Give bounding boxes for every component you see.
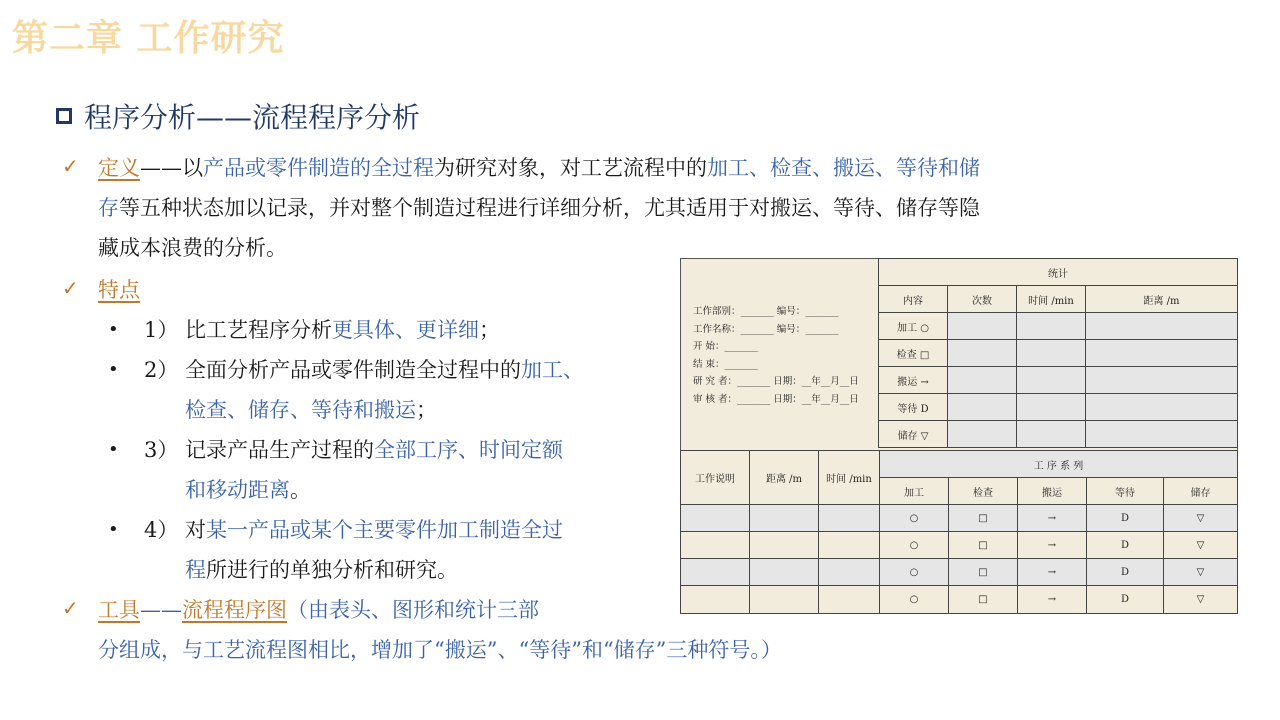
square-bullet-icon: [56, 108, 72, 124]
definition-label: 定义: [98, 156, 140, 180]
features-label: 特点: [98, 278, 140, 302]
section-heading: [56, 96, 420, 136]
process-sequence-table: 工作说明 距离 /m 时间 /min 工 序 系 列 加工 检查 搬运 等待 储存 ○ □ → D ▽ ○ □ → D ▽ ○ □ → D ▽ ○ □ → D ▽: [680, 450, 1238, 614]
sequence-title: 工 序 系 列: [880, 451, 1238, 478]
feature-item-3: 记录产品生产过程的全部工序、时间定额: [185, 438, 563, 462]
bullet-icon: •: [108, 319, 119, 340]
stats-title: 统计: [879, 259, 1238, 286]
tool-name: 流程程序图: [182, 598, 287, 622]
definition-line-3: 藏成本浪费的分析。: [98, 236, 287, 260]
chapter-title: 第二章 工作研究: [12, 18, 285, 59]
section-heading-text: 程序分析——流程程序分析: [84, 101, 421, 134]
definition-line-1: 定义——以产品或零件制造的全过程为研究对象，对工艺流程中的加工、检查、搬运、等待和储: [98, 156, 980, 180]
feature-item-1: 比工艺程序分析更具体、更详细；: [185, 318, 500, 342]
tool-line-2: 分组成，与工艺流程图相比，增加了“搬运”、“等待”和“储存”三种符号。）: [98, 638, 782, 662]
feature-item-4-cont: 程所进行的单独分析和研究。: [185, 558, 458, 582]
definition-line-2: 存等五种状态加以记录，并对整个制造过程进行详细分析，尤其适用于对搬运、等待、储存等隐: [98, 196, 980, 220]
feature-item-4: 对某一产品或某个主要零件加工制造全过: [185, 518, 563, 542]
form-header-info: 工作部别：_______ 编号：_______ 工作名称：_______ 编号：_______ 开 始：_______ 结 束：_______ 研 究 者：_______ 日期：__年__月__日 审 核 者：_______ 日期：__年__月__日: [693, 306, 859, 405]
feature-item-2: 全面分析产品或零件制造全过程中的加工、: [185, 358, 584, 382]
statistics-table: 统计 内容 次数 时间 /min 距离 /m 加工 ○ 检查 □ 搬运 → 等待 D 储存 ▽: [878, 258, 1238, 448]
checkmark-icon: ✓: [62, 154, 79, 178]
checkmark-icon: ✓: [62, 596, 79, 620]
tool-label: 工具: [98, 598, 140, 622]
bullet-icon: •: [108, 519, 119, 540]
bullet-icon: •: [108, 359, 119, 380]
flow-process-chart-form: [680, 258, 1238, 614]
feature-item-2-cont: 检查、储存、等待和搬运；: [185, 398, 437, 422]
checkmark-icon: ✓: [62, 276, 79, 300]
bullet-icon: •: [108, 439, 119, 460]
tool-line-1: 工具——流程程序图（由表头、图形和统计三部: [98, 598, 539, 622]
features-label-line: [98, 270, 140, 310]
feature-item-3-cont: 和移动距离。: [185, 478, 311, 502]
